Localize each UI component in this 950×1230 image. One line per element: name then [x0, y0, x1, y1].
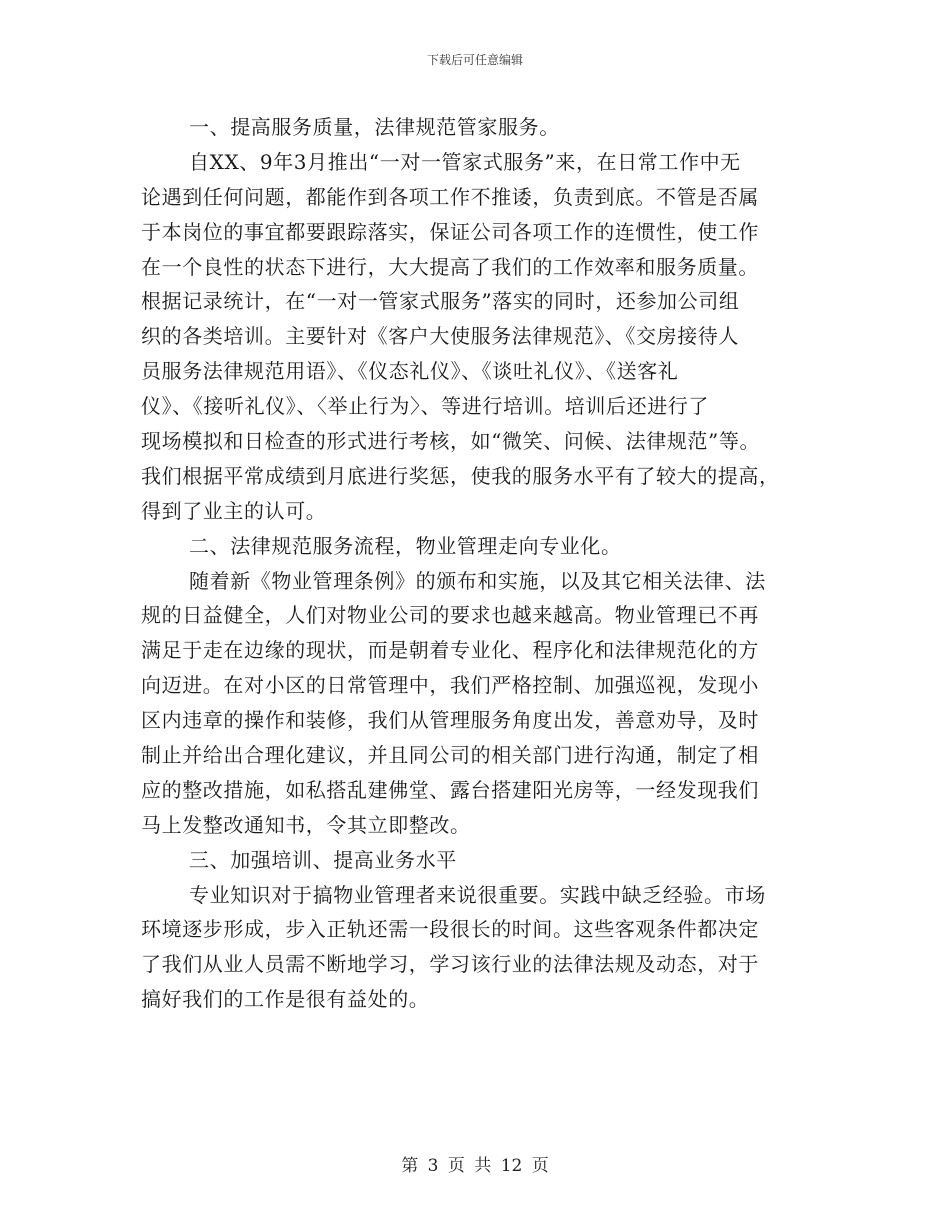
text-line: 得到了业主的认可。 [141, 498, 327, 523]
text-line: 于本岗位的事宜都要跟踪落实，保证公司各项工作的连惯性，使工作 [141, 219, 759, 244]
page-header: 下载后可任意编辑 [426, 53, 523, 67]
text-line: 织的各类培训。主要针对《客户大使服务法律规范》、《交房接待人 [141, 324, 739, 349]
text-line: 一、提高服务质量，法律规范管家服务。 [189, 115, 560, 139]
text-line: 了我们从业人员需不断地学习，学习该行业的法律法规及动态，对于 [141, 952, 759, 977]
text-line: 在一个良性的状态下进行，大大提高了我们的工作效率和服务质量。 [141, 254, 759, 279]
text-line: 专业知识对于搞物业管理者来说很重要。实践中缺乏经验。市场 [189, 882, 766, 907]
text-line: 三、加强培训、提高业务水平 [189, 847, 457, 872]
text-line: 向迈进。在对小区的日常管理中，我们严格控制、加强巡视，发现小 [141, 673, 759, 698]
text-line: 区内违章的操作和装修，我们从管理服务角度出发，善意劝导，及时 [141, 708, 759, 733]
document-body [141, 110, 813, 1017]
text-line: 现场模拟和日检查的形式进行考核，如“微笑、问候、法律规范”等。 [141, 429, 761, 454]
text-line: 自XX、9年3月推出“一对一管家式服务”来，在日常工作中无 [189, 149, 741, 174]
text-line: 制止并给出合理化建议，并且同公司的相关部门进行沟通，制定了相 [141, 743, 759, 768]
page-footer: 第 3 页 共 12 页 [401, 1156, 549, 1176]
text-line: 规的日益健全，人们对物业公司的要求也越来越高。物业管理已不再 [141, 603, 759, 628]
text-line: 二、法律规范服务流程，物业管理走向专业化。 [189, 533, 622, 558]
text-line: 马上发整改通知书，令其立即整改。 [141, 812, 471, 837]
text-line: 应的整改措施，如私搭乱建佛堂、露台搭建阳光房等，一经发现我们 [141, 777, 759, 802]
text-line: 我们根据平常成绩到月底进行奖惩，使我的服务水平有了较大的提高， [141, 463, 780, 488]
text-line: 仪》、《接听礼仪》、〈举止行为〉、等进行培训。培训后还进行了 [141, 394, 709, 419]
text-line: 搞好我们的工作是很有益处的。 [141, 987, 430, 1012]
text-line: 环境逐步形成，步入正轨还需一段很长的时间。这些客观条件都决定 [141, 917, 759, 942]
text-line: 论遇到任何问题，都能作到各项工作不推诿，负责到底。不管是否属 [141, 184, 759, 209]
text-line: 员服务法律规范用语》、《仪态礼仪》、《谈吐礼仪》、《送客礼 [141, 359, 679, 384]
text-line: 随着新《物业管理条例》的颁布和实施，以及其它相关法律、法 [189, 568, 766, 593]
text-line: 根据记录统计，在“一对一管家式服务”落实的同时，还参加公司组 [141, 289, 740, 314]
text-line: 满足于走在边缘的现状，而是朝着专业化、程序化和法律规范化的方 [141, 638, 759, 663]
